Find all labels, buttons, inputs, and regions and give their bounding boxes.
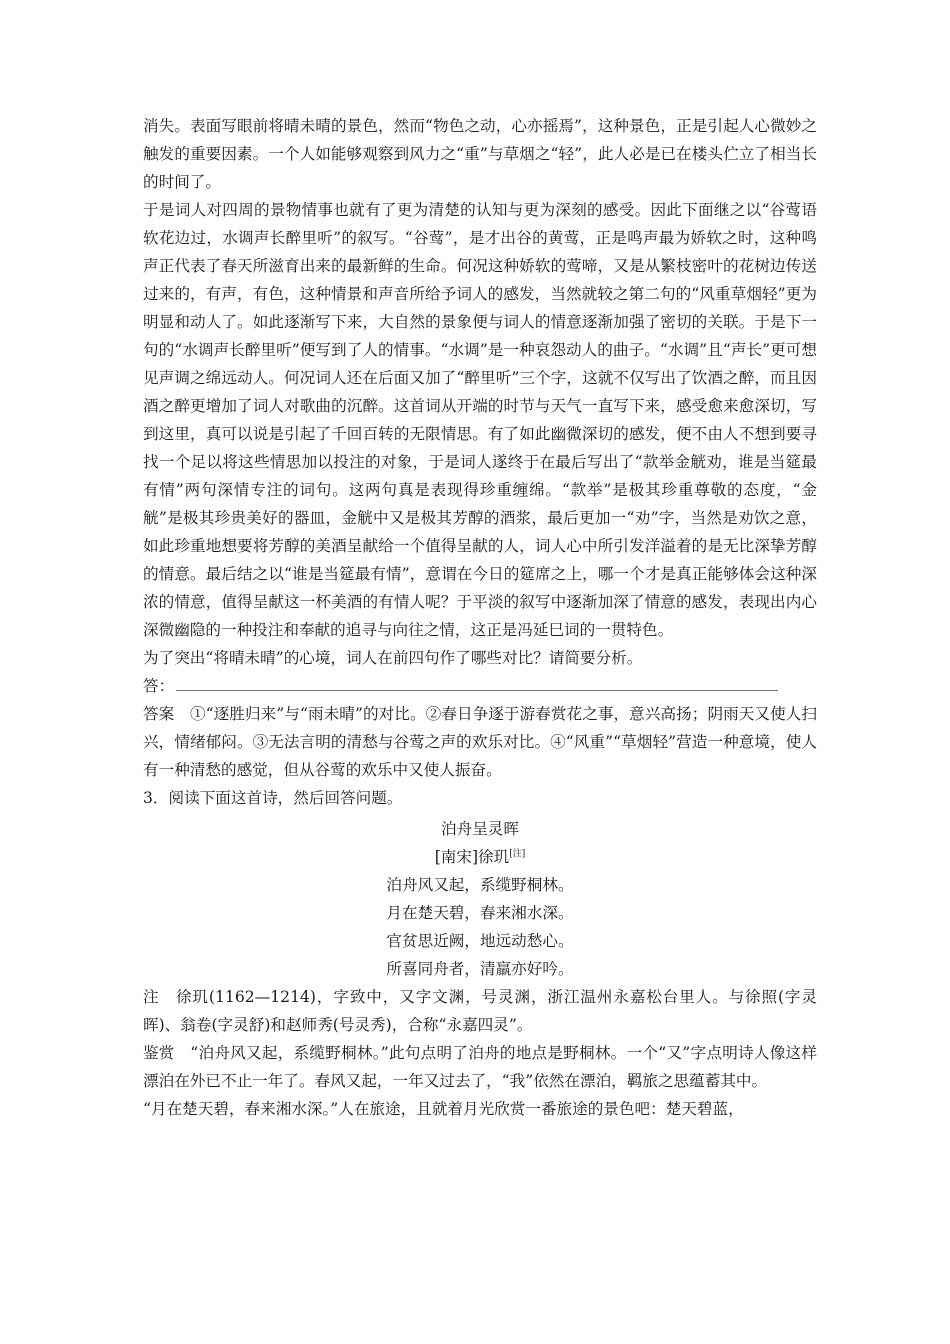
answer-blank-line[interactable]: [176, 676, 778, 691]
paragraph-analysis: 于是词人对四周的景物情事也就有了更为清楚的认知与更为深刻的感受。因此下面继之以“谷莺语软花边过，水调声长醉里听”的叙写。“谷莺”，是才出谷的黄莺，正是鸣声最为娇软之时，这种鸣声正代表了春天所滋育出来的最新鲜的生命。何况这种娇软的莺啼，又是从繁枝密叶的花树边传送过来的，有声，有色，这种情景和声音所给予词人的感发，当然就较之第二句的“风重草烟轻”更为明显和动人了。如此逐渐写下来，大自然的景象便与词人的情意逐渐加强了密切的关联。于是下一句的“水调声长醉里听”便写到了人的情事。“水调”是一种哀怨动人的曲子。“水调”且“声长”更可想见声调之绵远动人。何况词人还在后面又加了“醉里听”三个字，这就不仅写出了饮酒之醉，而且因酒之醉更增加了词人对歌曲的沉醉。这首词从开端的时节与天气一直写下来，感受愈来愈深切，写到这里，真可以说是引起了千回百转的无限情思。有了如此幽微深切的感发，便不由人不想到要寻找一个足以将这些情思加以投注的对象，于是词人遂终于在最后写出了“款举金觥劝，谁是当筵最有情”两句深情专注的词句。这两句真是表现得珍重缠绵。“款举”是极其珍重尊敬的态度，“金觥”是极其珍贵美好的器皿，金觥中又是极其芳醇的酒浆，最后更加一“劝”字，当然是劝饮之意，如此珍重地想要将芳醇的美酒呈献给一个值得呈献的人，词人心中所引发洋溢着的是无比深挚芳醇的情意。最后结之以“谁是当筵最有情”，意谓在今日的筵席之上，哪一个才是真正能够体会这种深浓的情意，值得呈献这一杯美酒的有情人呢？于平淡的叙写中逐渐加深了情意的感发，表现出内心深微幽隐的一种投注和奉献的追寻与向往之情，这正是冯延巳词的一贯特色。: [143, 201, 817, 639]
note-label: 注: [143, 988, 159, 1006]
poem-line: 官贫思近阙，地远动愁心。: [386, 932, 574, 950]
answer-row: [143, 672, 817, 700]
appreciation-text: “泊舟风又起，系缆野桐林。”此句点明了泊舟的地点是野桐林。一个“又”字点明诗人像这样漂泊在外已不止一年了。春风又起，一年又过去了，“我”依然在漂泊，羁旅之思蕴蓄其中。: [143, 1044, 817, 1090]
appreciation-label: 鉴赏: [143, 1044, 175, 1062]
answer-label: 答案: [143, 705, 175, 723]
poem-author: [南宋]徐玑: [434, 848, 510, 866]
poem-line: 所喜同舟者，清羸亦好吟。: [386, 960, 574, 978]
answer-block: [143, 700, 817, 784]
poem-title: 泊舟呈灵晖: [441, 820, 519, 838]
poem-author-row: [143, 843, 817, 871]
note-text: 徐玑(1162—1214)，字致中，又字文渊，号灵渊，浙江温州永嘉松台里人。与徐照(字灵晖)、翁卷(字灵舒)和赵师秀(号灵秀)，合称“永嘉四灵”。: [143, 988, 817, 1034]
note-block: [143, 983, 817, 1039]
answer-text: ①“逐胜归来”与“雨未晴”的对比。②春日争逐于游春赏花之事，意兴高扬；阴雨天又使人扫兴，情绪郁闷。③无法言明的清愁与谷莺之声的欢乐对比。④“风重”“草烟轻”营造一种意境，使人有一种清愁的感觉，但从谷莺的欢乐中又使人振奋。: [143, 705, 817, 779]
poem-line: 泊舟风又起，系缆野桐林。: [386, 876, 574, 894]
poem-line: 月在楚天碧，春来湘水深。: [386, 904, 574, 922]
appreciation-block: [143, 1039, 817, 1095]
question-text: 为了突出“将晴未晴”的心境，词人在前四句作了哪些对比？请简要分析。: [143, 649, 643, 667]
paragraph-continuation: “月在楚天碧，春来湘水深。”人在旅途，且就着月光欣赏一番旅途的景色吧：楚天碧蓝，: [143, 1100, 744, 1118]
question-3-heading: 3．阅读下面这首诗，然后回答问题。: [143, 789, 403, 807]
poem-author-note-marker: [注]: [509, 848, 526, 859]
paragraph-scenery: 消失。表面写眼前将晴未晴的景色，然而“物色之动，心亦摇焉”，这种景色，正是引起人心微妙之触发的重要因素。一个人如能够观察到风力之“重”与草烟之“轻”，此人必是已在楼头伫立了相当长的时间了。: [143, 117, 817, 191]
answer-prompt: 答：: [143, 677, 175, 695]
